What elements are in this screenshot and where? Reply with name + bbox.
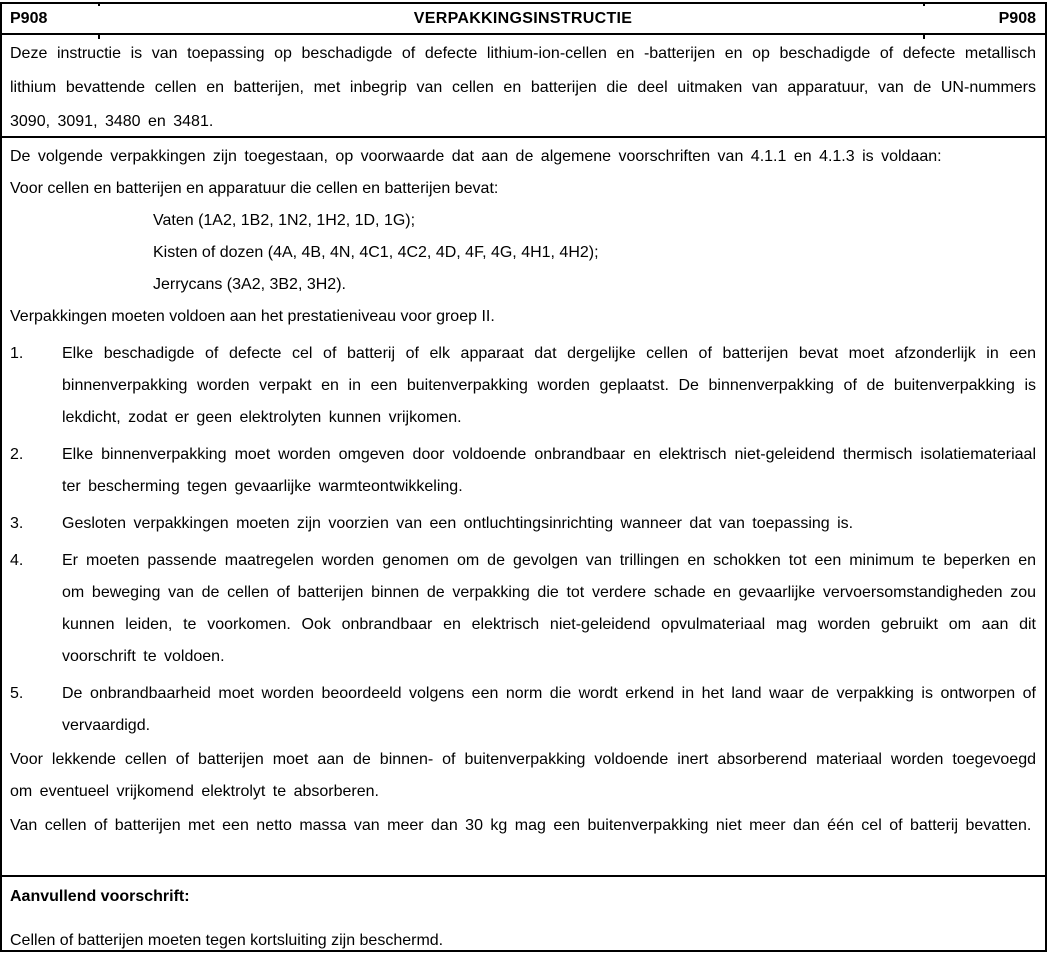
table-gridline-artifact [98, 33, 100, 39]
item-number: 2. [10, 446, 24, 463]
header-code-left: P908 [10, 9, 48, 27]
item-text: Er moeten passende maatregelen worden genomen om de gevolgen van trillingen en schokken tot een minimum te beperken en om beweging van de cellen of batterijen binnen de verpakking die tot verdere schade en gevaarlijke vervoersomstandigheden zou kunnen leiden, te voorkomen. Ook onbrandbaar en elektrisch niet-geleidend opvulmateriaal mag worden gebruikt om aan dit voorschrift te voldoen. [62, 552, 1036, 665]
item-text: Gesloten verpakkingen moeten zijn voorzien van een ontluchtingsinrichting wanneer dat van toepassing is. [62, 515, 854, 532]
numbered-item-3 [10, 508, 1036, 540]
item-number: 5. [10, 685, 24, 702]
header-row [2, 4, 1045, 35]
requirements-section [2, 138, 1045, 877]
header-code-right: P908 [998, 9, 1036, 27]
packaging-type-drums: Vaten (1A2, 1B2, 1N2, 1H2, 1D, 1G); [153, 212, 416, 229]
item-text: De onbrandbaarheid moet worden beoordeeld volgens een norm die wordt erkend in het land waar de verpakking is ontworpen of vervaardigd. [62, 685, 1036, 734]
item-number: 1. [10, 345, 24, 362]
table-gridline-artifact [923, 2, 925, 6]
numbered-item-5 [10, 678, 1036, 742]
item-text: Elke beschadigde of defecte cel of batterij of elk apparaat dat dergelijke cellen of batterijen bevat moet afzonderlijk in een binnenverpakking worden verpakt en in een buitenverpakking worden geplaatst. De binnenverpakking of de buitenverpakking is lekdicht, zodat er geen elektrolyten kunnen vrijkomen. [62, 345, 1036, 426]
net-mass-paragraph: Van cellen of batterijen met een netto massa van meer dan 30 kg mag een buitenverpakking niet meer dan één cel of batterij bevatten. [10, 817, 1032, 834]
item-text: Elke binnenverpakking moet worden omgeven door voldoende onbrandbaar en elektrisch niet-geleidend thermisch isolatiemateriaal ter bescherming tegen gevaarlijke warmteontwikkeling. [62, 446, 1036, 495]
table-gridline-artifact [923, 33, 925, 39]
additional-requirement-heading: Aanvullend voorschrift: [10, 888, 190, 905]
item-number: 3. [10, 515, 24, 532]
numbered-item-1 [10, 338, 1036, 434]
scope-paragraph: Deze instructie is van toepassing op beschadigde of defecte lithium-ion-cellen en -batterijen en op beschadigde of defecte metallisch lithium bevattende cellen en batterijen, met inbegrip van cellen en batterijen die deel uitmaken van apparatuur, van de UN-nummers 3090, 3091, 3480 en 3481. [10, 45, 1036, 130]
numbered-item-4 [10, 545, 1036, 673]
table-gridline-artifact [98, 2, 100, 6]
leaking-cells-paragraph: Voor lekkende cellen of batterijen moet aan de binnen- of buitenverpakking voldoende inert absorberend materiaal worden toegevoegd om eventueel vrijkomend elektrolyt te absorberen. [10, 751, 1036, 800]
packing-instruction-document [0, 2, 1047, 952]
scope-section [2, 35, 1045, 138]
performance-level-line: Verpakkingen moeten voldoen aan het prestatieniveau voor groep II. [10, 308, 495, 325]
item-number: 4. [10, 552, 24, 569]
allowed-packagings-line: De volgende verpakkingen zijn toegestaan, op voorwaarde dat aan de algemene voorschriften van 4.1.1 en 4.1.3 is voldaan: [10, 148, 942, 165]
packaging-type-jerrycans: Jerrycans (3A2, 3B2, 3H2). [153, 276, 346, 293]
short-circuit-protection-line: Cellen of batterijen moeten tegen kortsluiting zijn beschermd. [10, 932, 444, 949]
additional-requirement-section [2, 877, 1045, 952]
page-title: VERPAKKINGSINSTRUCTIE [413, 9, 633, 27]
numbered-item-2 [10, 439, 1036, 503]
for-cells-line: Voor cellen en batterijen en apparatuur die cellen en batterijen bevat: [10, 180, 499, 197]
packaging-type-boxes: Kisten of dozen (4A, 4B, 4N, 4C1, 4C2, 4D, 4F, 4G, 4H1, 4H2); [153, 244, 599, 261]
